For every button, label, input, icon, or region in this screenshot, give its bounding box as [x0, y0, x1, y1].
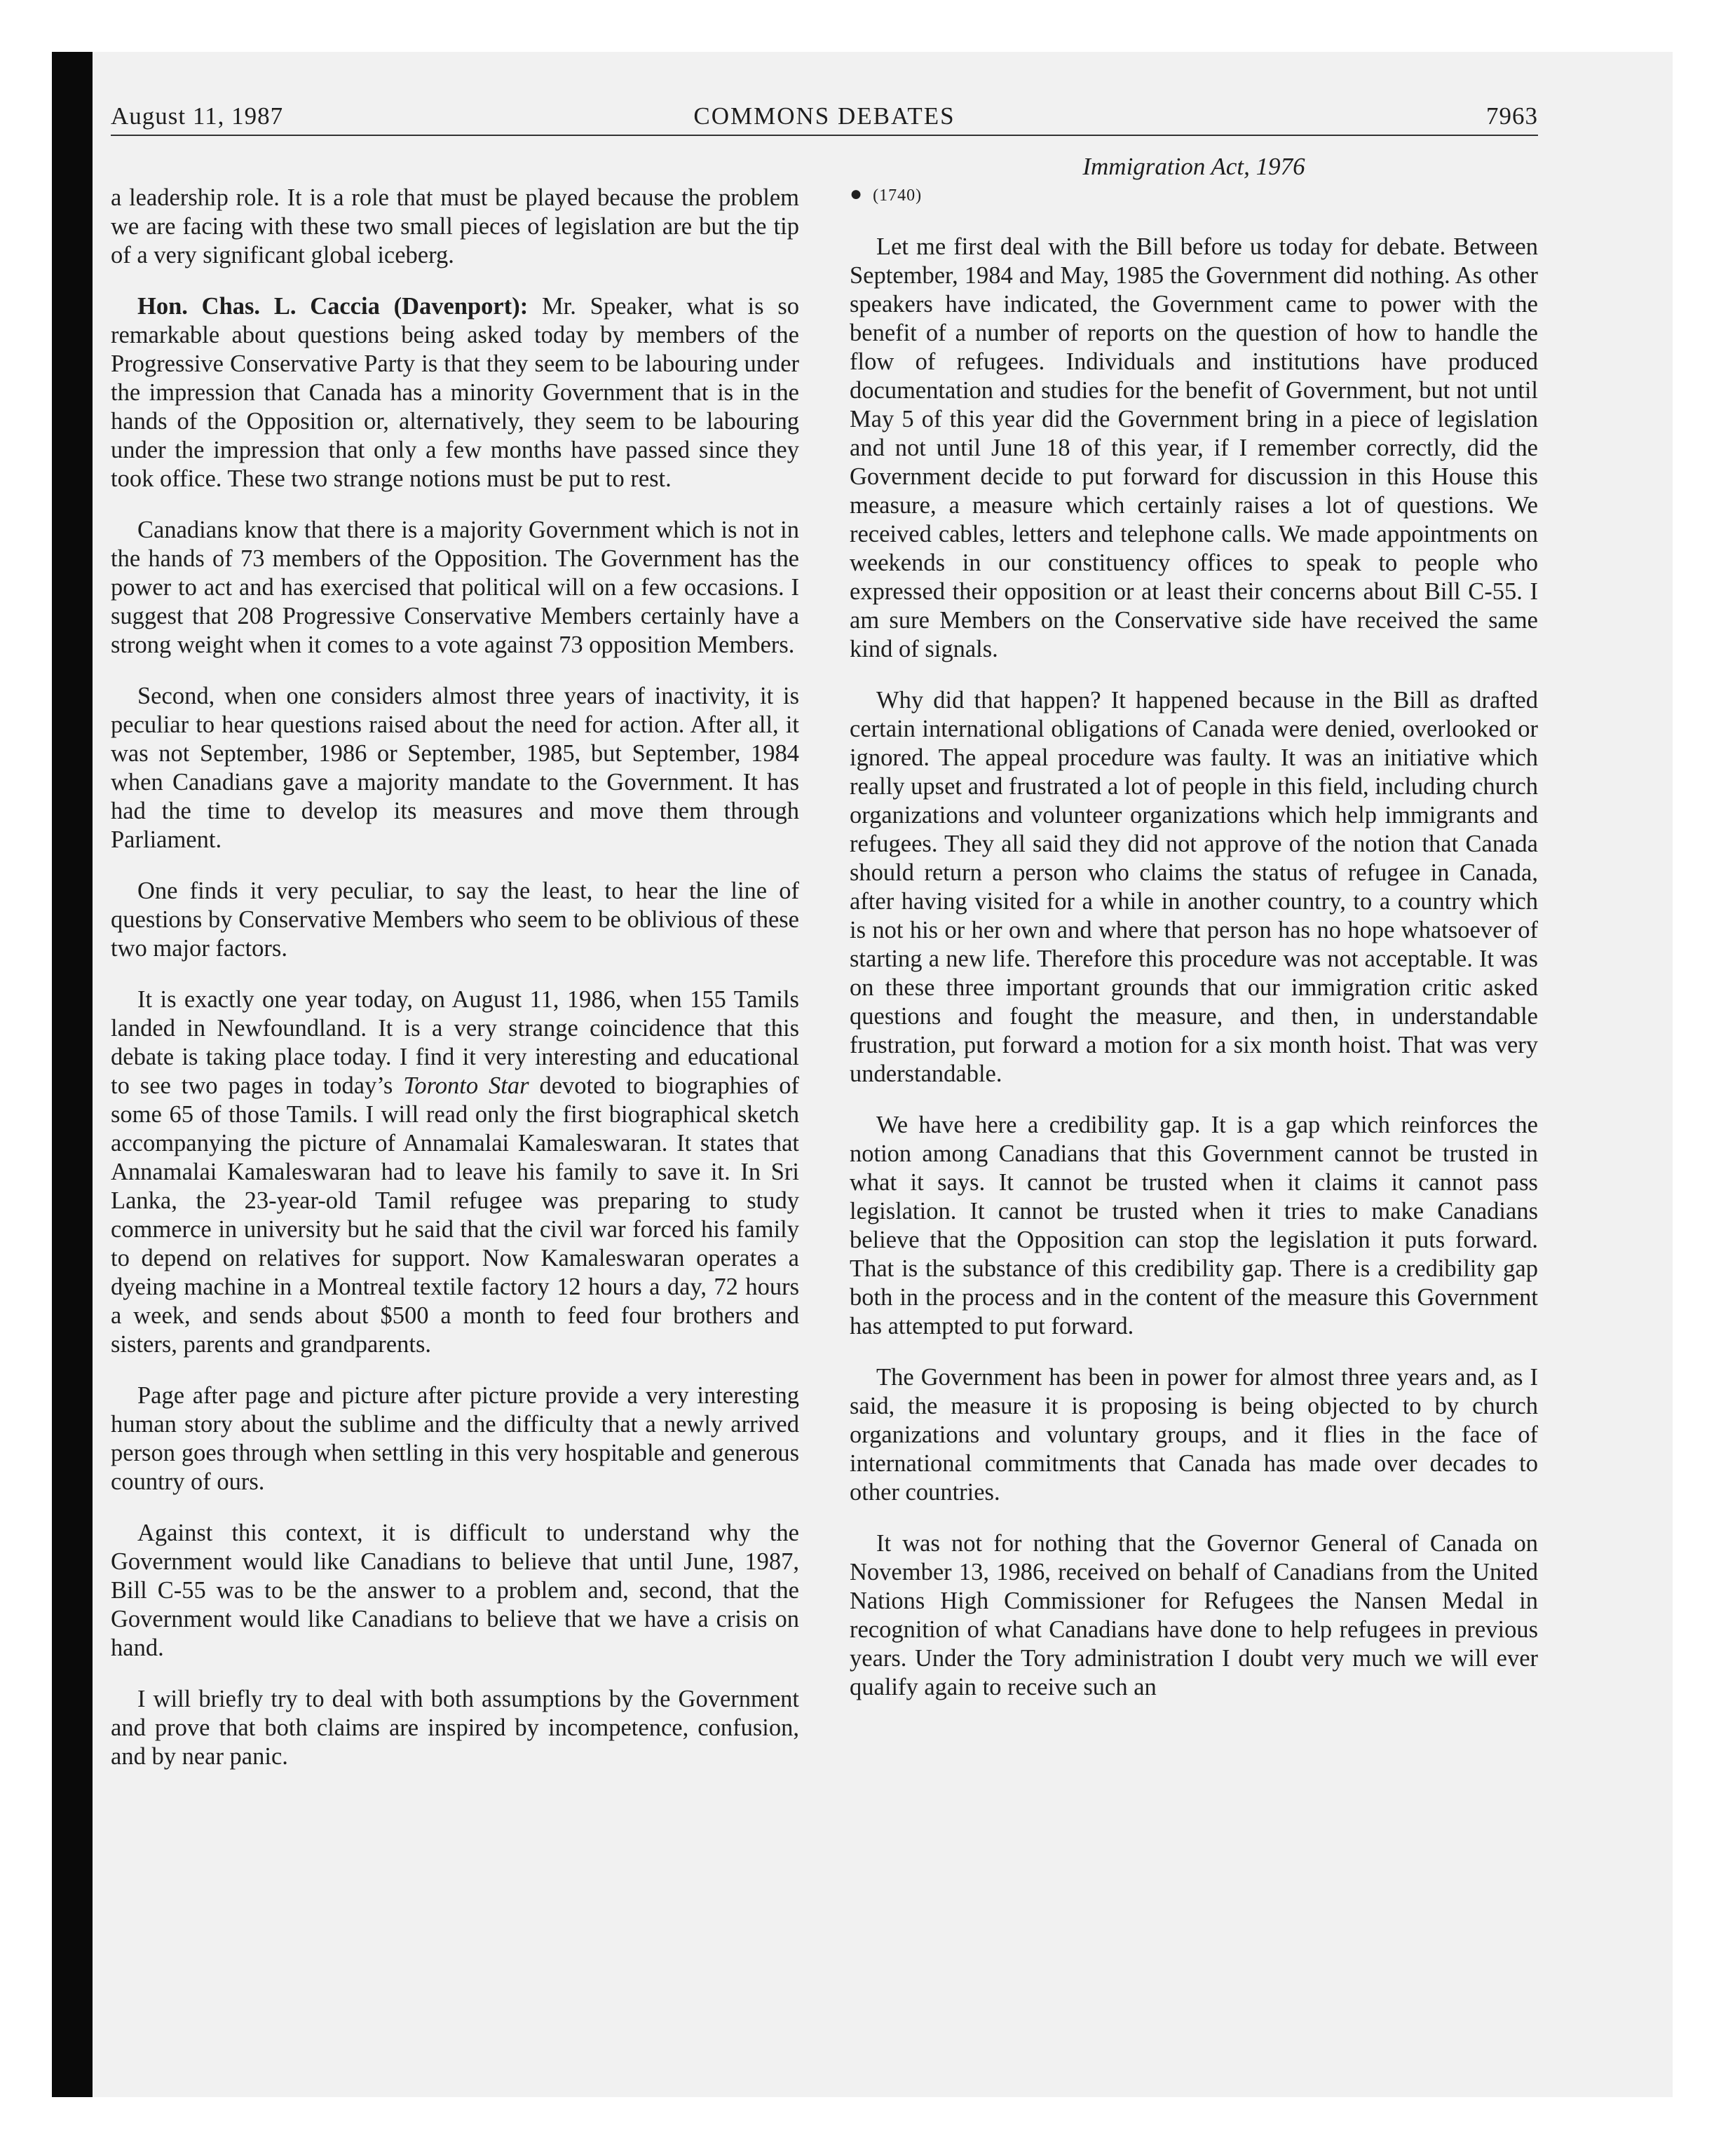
paragraph: Second, when one considers almost three years of inactivity, it is peculiar to hear questions raised about the need for action. After all, it was not September, 1986 or September, 1985, but September, 1984 when Canadians gave a majority mandate to the Government. It has had the time to develop its measures and move them through Parliament. [111, 683, 799, 853]
paragraph: a leadership role. It is a role that must be played because the problem we are facing with these two small pieces of legislation are but the tip of a very significant global iceberg. [111, 184, 799, 268]
paragraph: One finds it very peculiar, to say the least, to hear the line of questions by Conservative Members who seem to be oblivious of these two major factors. [111, 878, 799, 962]
paragraph: It was not for nothing that the Governor General of Canada on November 13, 1986, received on behalf of Canadians from the United Nations High Commissioner for Refugees the Nansen Medal in recognition of what Canadians have done to help refugees in previous years. Under the Tory administration I doubt very much we will ever qualify again to receive such an [850, 1530, 1538, 1700]
header-publication: COMMONS DEBATES [693, 102, 955, 130]
running-head: Immigration Act, 1976 [1082, 153, 1305, 180]
speaker-paragraph [111, 292, 799, 493]
paragraph: I will briefly try to deal with both assumptions by the Government and prove that both claims are inspired by incompetence, confusion, and by near panic. [111, 1686, 799, 1770]
paragraph: We have here a credibility gap. It is a gap which reinforces the notion among Canadians that this Government cannot be trusted in what it says. It cannot be trusted when it claims it cannot pass legislation. It cannot be trusted when it tries to make Canadians believe that the Opposition can stop the legislation it puts forward. That is the substance of this credibility gap. There is a credibility gap both in the process and in the content of the measure this Government has attempted to put forward. [850, 1112, 1538, 1339]
paragraph: Page after page and picture after picture provide a very interesting human story about the sublime and the difficulty that a newly arrived person goes through when settling in this very hospitable and generous country of ours. [111, 1382, 799, 1495]
paragraph-text: It is exactly one year today, on August 11, 1986, when 155 Tamils landed in Newfoundland. It is a very strange coincidence that this debate is taking place today. I find it very interesting and educational to see two pages in today’s [111, 986, 799, 1099]
bullet-icon: ● [850, 182, 864, 205]
binding-shadow [52, 52, 93, 2097]
right-column [850, 184, 1538, 1724]
newspaper-title: Toronto Star [403, 1072, 529, 1099]
paragraph: Canadians know that there is a majority Government which is not in the hands of 73 members of the Opposition. The Government has the power to act and has exercised that political will on a few occasions. I suggest that 208 Progressive Conservative Members certainly have a strong weight when it comes to a vote against 73 opposition Members. [111, 517, 799, 658]
paragraph: Let me first deal with the Bill before us today for debate. Between September, 1984 and May, 1985 the Government did nothing. As other speakers have indicated, the Government came to power with the benefit of a number of reports on the question of how to handle the flow of refugees. Individuals and institutions have produced documentation and studies for the benefit of Government, but not until May 5 of this year did the Government bring in a piece of legislation and not until June 18 of this year, if I remember correctly, did the Government decide to put forward for discussion in this House this measure, a measure which certainly raises a lot of questions. We received cables, letters and telephone calls. We made appointments on weekends in our constituency offices to speak to people who expressed their opposition or at least their concerns about Bill C-55. I am sure Members on the Conservative side have received the same kind of signals. [850, 233, 1538, 662]
paragraph-text: devoted to biographies of some 65 of those Tamils. I will read only the first biographical sketch accompanying the picture of Annamalai Kamaleswaran. It states that Annamalai Kamaleswaran had to leave his family to save it. In Sri Lanka, the 23-year-old Tamil refugee was preparing to study commerce in university but he said that the civil war forced his family to depend on relatives for support. Now Kamaleswaran operates a dyeing machine in a Montreal textile factory 12 hours a day, 72 hours a week, and sends about $500 a month to feed four brothers and sisters, parents and grandparents. [111, 1072, 800, 1358]
paragraph: Against this context, it is difficult to understand why the Government would like Canadians to believe that until June, 1987, Bill C-55 was to be the answer to a problem and, second, that the Government would like Canadians to believe that we have a crisis on hand. [111, 1520, 799, 1661]
paragraph: The Government has been in power for almost three years and, as I said, the measure it is proposing is being objected to by church organizations and voluntary groups, and it flies in the face of international commitments that Canada has made over decades to other countries. [850, 1364, 1538, 1506]
time-marker-text: (1740) [873, 186, 923, 205]
header-rule [111, 135, 1538, 136]
paragraph [111, 985, 799, 1359]
page-header [111, 102, 1538, 135]
header-date: August 11, 1987 [111, 102, 284, 130]
speaker-name: Hon. Chas. L. Caccia (Davenport): [137, 293, 529, 320]
left-column [111, 184, 799, 1794]
paragraph: Why did that happen? It happened because in the Bill as drafted certain international obligations of Canada were denied, overlooked or ignored. The appeal procedure was faulty. It was an initiative which really upset and frustrated a lot of people in this field, including church organizations and volunteer organizations which help immigrants and refugees. They all said they did not approve of the notion that Canada should return a person who claims the status of refugee in Canada, after having visited for a while in another country, to a country which is not his or her own and where that person has no hope whatsoever of starting a new life. Therefore this procedure was not acceptable. It was on these three important grounds that our immigration critic asked questions and fought the measure, and then, in understandable frustration, put forward a motion for a six month hoist. That was very understandable. [850, 687, 1539, 1087]
time-marker [850, 184, 1538, 206]
header-page-number: 7963 [1486, 102, 1538, 130]
paragraph-text: Mr. Speaker, what is so remarkable about questions being asked today by members of the Progressive Conservative Party is that they seem to be labouring under the impression that Canada has a minority Government that is in the hands of the Opposition or, alternatively, they seem to be labouring under the impression that only a few months have passed since they took office. These two strange notions must be put to rest. [111, 293, 800, 492]
